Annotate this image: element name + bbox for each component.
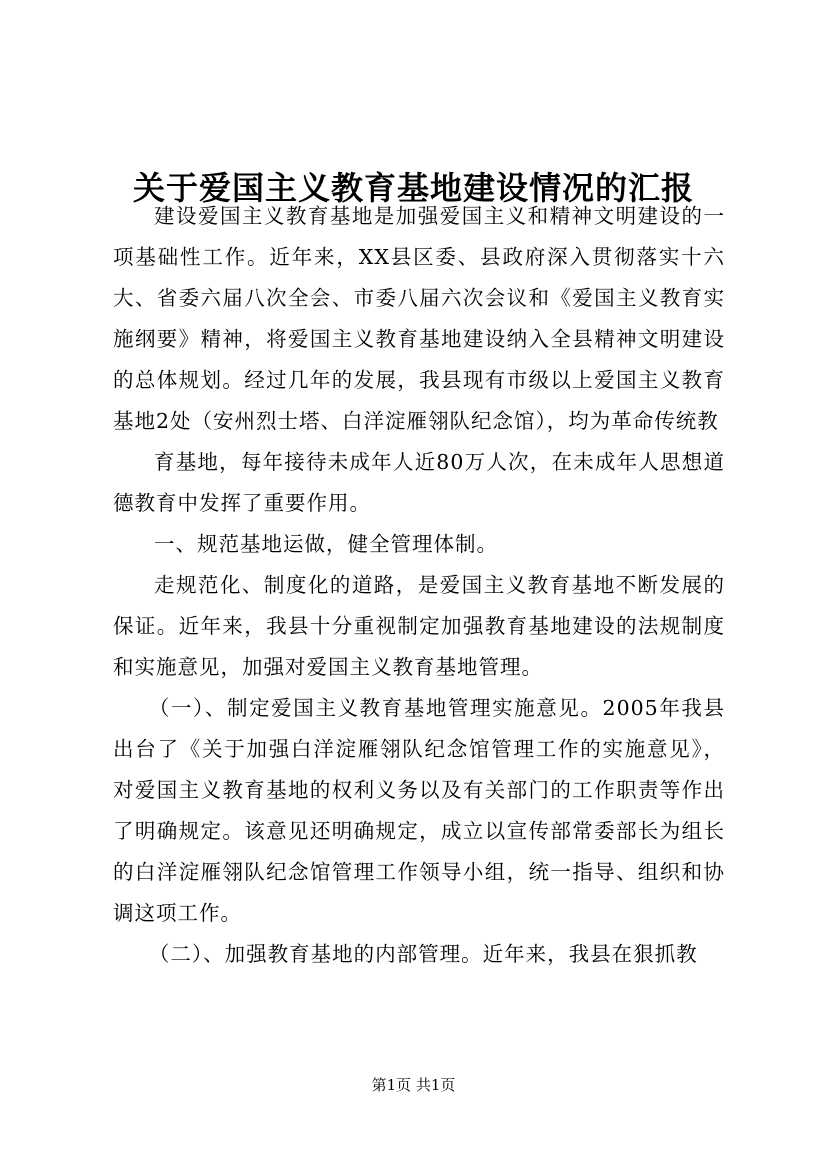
paragraph-continuation: 育基地，每年接待未成年人近80万人次，在未成年人思想道德教育中发挥了重要作用。: [113, 450, 725, 515]
page-footer: 第1页 共1页: [371, 1076, 456, 1094]
document-body: [113, 196, 725, 975]
paragraph-intro: 建设爱国主义教育基地是加强爱国主义和精神文明建设的一项基础性工作。近年来，XX县区委、县政府深入贯彻落实十六大、省委六届八次全会、市委八届六次会议和《爱国主义教育实施纲要》精神，将爱国主义教育基地建设纳入全县精神文明建设的总体规划。经过几年的发展，我县现有市级以上爱国主义教育基地2处（安州烈士塔、白洋淀雁翎队纪念馆），均为革命传统教: [113, 204, 725, 433]
document-title: 关于爱国主义教育基地建设情况的汇报: [132, 169, 694, 208]
paragraph-subsection-1: （一）、制定爱国主义教育基地管理实施意见。2005年我县出台了《关于加强白洋淀雁翎队纪念馆管理工作的实施意见》，对爱国主义教育基地的权利义务以及有关部门的工作职责等作出了明确规定。该意见还明确规定，成立以宣传部常委部长为组长的白洋淀雁翎队纪念馆管理工作领导小组，统一指导、组织和协调这项工作。: [113, 696, 725, 925]
paragraph-subsection-2: （二）、加强教育基地的内部管理。近年来，我县在狠抓教: [148, 942, 698, 966]
paragraph-section-1: 走规范化、制度化的道路，是爱国主义教育基地不断发展的保证。近年来，我县十分重视制定加强教育基地建设的法规制度和实施意见，加强对爱国主义教育基地管理。: [113, 573, 725, 679]
section-heading-1: 一、规范基地运做，健全管理体制。: [154, 532, 498, 556]
